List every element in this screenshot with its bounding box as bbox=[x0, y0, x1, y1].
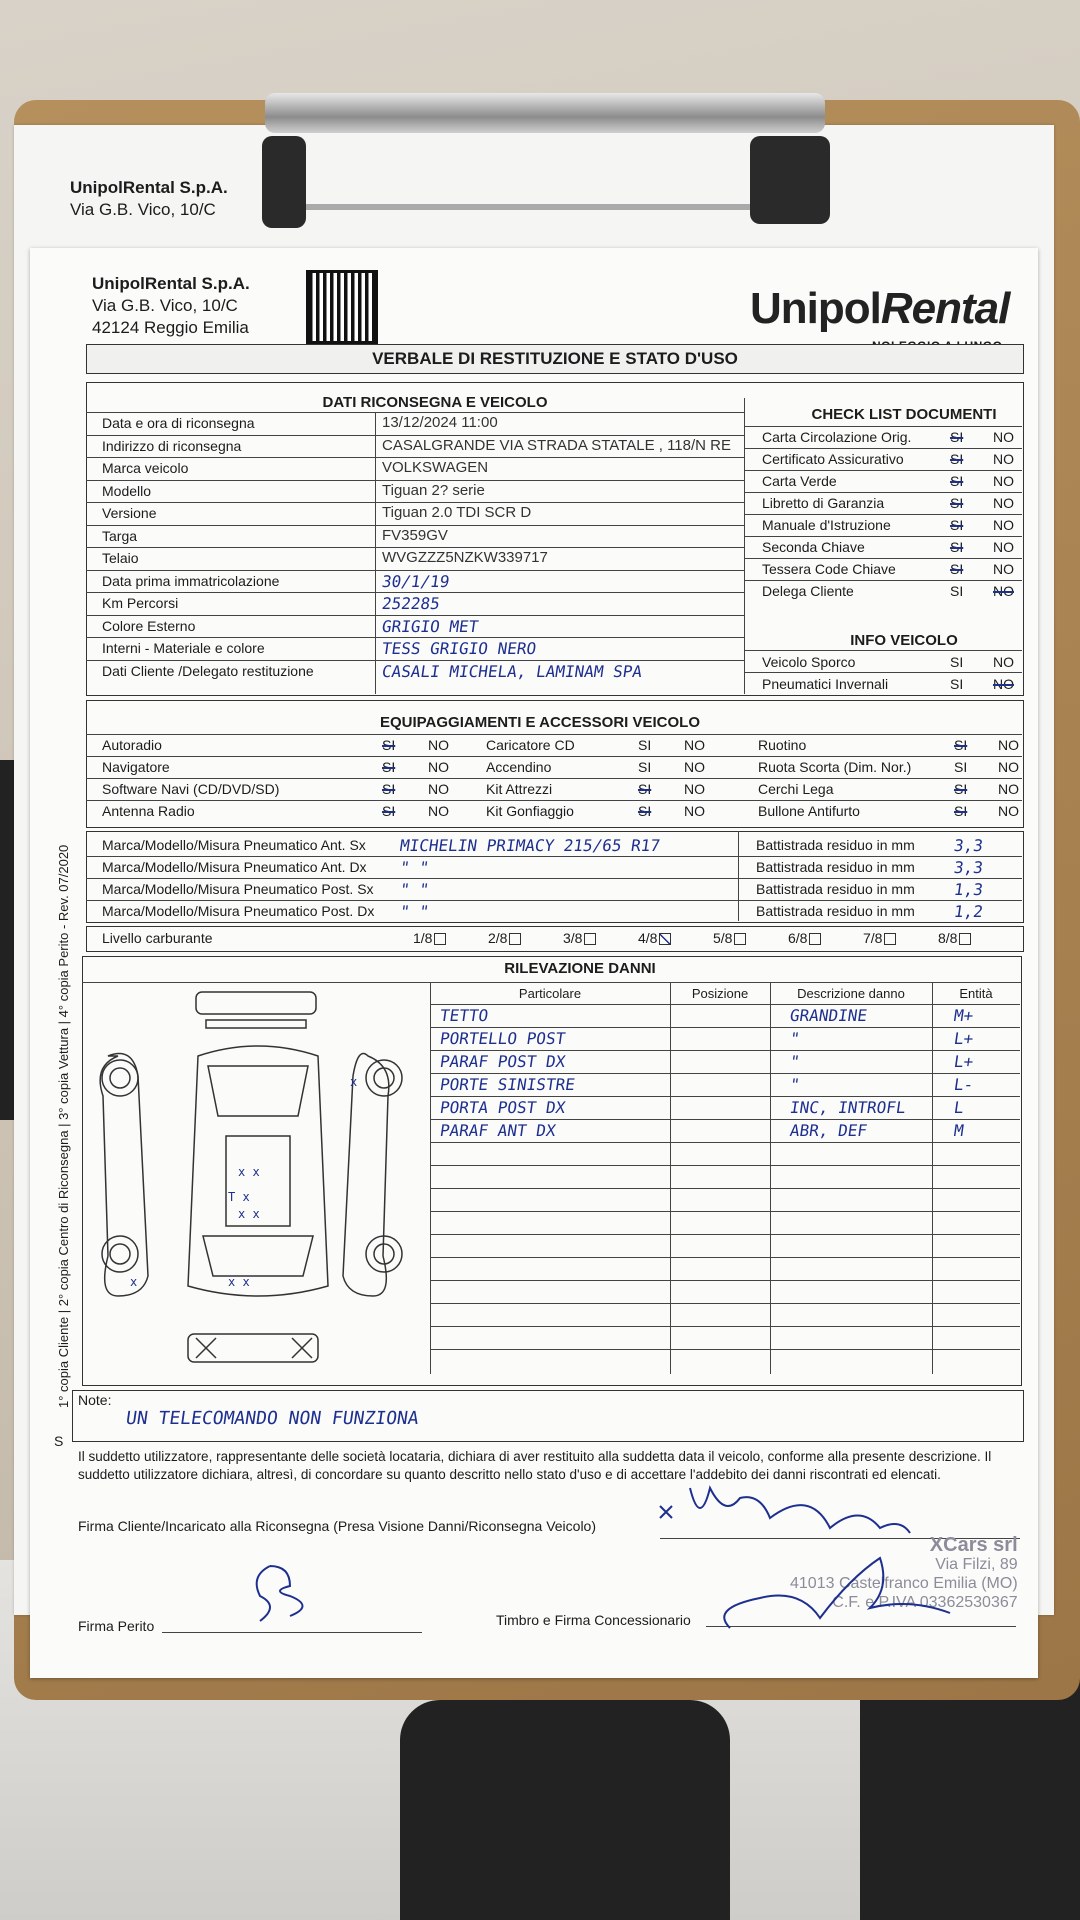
company-name: UnipolRental S.p.A. bbox=[92, 274, 250, 293]
danni-desc: INC, INTROFL bbox=[788, 1098, 907, 1117]
shadow-knee bbox=[400, 1700, 730, 1920]
dati-row-line bbox=[86, 615, 744, 616]
equip-si: SI bbox=[954, 781, 968, 797]
tyre-label: Marca/Modello/Misura Pneumatico Ant. Dx bbox=[102, 859, 367, 875]
clip-left-hinge bbox=[262, 136, 306, 228]
info-row-label: Pneumatici Invernali bbox=[762, 676, 889, 692]
tyre-divider bbox=[738, 831, 739, 921]
checklist-no: NO bbox=[993, 561, 1014, 577]
equip-item-label: Software Navi (CD/DVD/SD) bbox=[102, 781, 280, 797]
dati-header: DATI RICONSEGNA E VEICOLO bbox=[322, 394, 548, 411]
info-header: INFO VEICOLO bbox=[850, 632, 958, 649]
danni-header: RILEVAZIONE DANNI bbox=[504, 960, 656, 977]
tyre-label: Marca/Modello/Misura Pneumatico Post. Dx bbox=[102, 903, 375, 919]
danni-part: PORTELLO POST bbox=[438, 1029, 567, 1048]
dati-row-label: Telaio bbox=[102, 550, 139, 566]
dati-row-label: Dati Cliente /Delegato restituzione bbox=[102, 662, 314, 679]
danni-row-line bbox=[430, 1349, 1020, 1350]
tyre-value: " " bbox=[398, 902, 431, 921]
dati-row-line bbox=[86, 412, 744, 413]
fuel-level-option[interactable] bbox=[713, 930, 746, 946]
danni-entita: L+ bbox=[952, 1029, 975, 1048]
svg-text:x x: x x bbox=[238, 1207, 260, 1221]
diagram-divider bbox=[430, 982, 431, 1374]
equip-si: SI bbox=[382, 803, 396, 819]
equip-no: NO bbox=[428, 803, 449, 819]
equip-no: NO bbox=[998, 781, 1019, 797]
danni-col-header: Particolare bbox=[518, 986, 582, 1001]
equip-header: EQUIPAGGIAMENTI E ACCESSORI VEICOLO bbox=[379, 714, 701, 731]
danni-header-line bbox=[82, 982, 1022, 983]
danni-part: PORTE SINISTRE bbox=[438, 1075, 577, 1094]
dati-row-label: Versione bbox=[102, 505, 157, 521]
tyre-label: Marca/Modello/Misura Pneumatico Post. Sx bbox=[102, 881, 374, 897]
fuel-level-text: 3/8 bbox=[563, 930, 583, 946]
tread-value: 1,3 bbox=[952, 880, 985, 899]
checklist-no: NO bbox=[993, 495, 1014, 511]
danni-row-line bbox=[430, 1142, 1020, 1143]
dati-row-value: FV359GV bbox=[382, 526, 448, 544]
svg-text:x x: x x bbox=[228, 1275, 250, 1289]
tyre-row-line bbox=[86, 900, 1022, 901]
svg-text:x x: x x bbox=[238, 1165, 260, 1179]
danni-col-header: Descrizione danno bbox=[797, 986, 905, 1001]
danni-entita: M+ bbox=[952, 1006, 975, 1025]
equip-item-label: Ruotino bbox=[758, 737, 807, 753]
checklist-row-line bbox=[744, 580, 1022, 581]
fuel-checkbox[interactable] bbox=[734, 933, 746, 945]
fuel-level-text: 4/8 bbox=[638, 930, 658, 946]
checklist-si: SI bbox=[950, 451, 964, 467]
danni-col-divider bbox=[670, 982, 671, 1374]
equip-item-label: Navigatore bbox=[102, 759, 170, 775]
equip-item-label: Autoradio bbox=[102, 737, 162, 753]
fuel-level-option[interactable] bbox=[413, 930, 446, 946]
dati-row-line bbox=[86, 570, 744, 571]
equip-no: NO bbox=[684, 737, 705, 753]
equip-item-label: Kit Gonfiaggio bbox=[486, 803, 574, 819]
equip-si: SI bbox=[638, 803, 652, 819]
dati-row-label: Colore Esterno bbox=[102, 617, 196, 634]
equip-row-line bbox=[86, 778, 1022, 779]
fuel-level-option[interactable] bbox=[863, 930, 896, 946]
checklist-row-label: Seconda Chiave bbox=[762, 539, 865, 555]
danni-col-header: Posizione bbox=[691, 986, 749, 1001]
equip-item-label: Ruota Scorta (Dim. Nor.) bbox=[758, 759, 912, 775]
tread-label: Battistrada residuo in mm bbox=[756, 859, 915, 875]
danni-col-header: Entità bbox=[959, 986, 993, 1001]
equip-no: NO bbox=[998, 759, 1019, 775]
tread-value: 3,3 bbox=[952, 858, 985, 877]
fuel-checkbox[interactable] bbox=[959, 933, 971, 945]
equip-row-line bbox=[86, 756, 1022, 757]
dati-row-value: WVGZZZ5NZKW339717 bbox=[382, 549, 548, 566]
dati-row-line bbox=[86, 525, 744, 526]
danni-entita: L bbox=[952, 1098, 965, 1117]
fuel-level-option[interactable] bbox=[563, 930, 596, 946]
dati-row-value: 13/12/2024 11:00 bbox=[382, 414, 498, 431]
tread-value: 3,3 bbox=[952, 836, 985, 855]
checklist-header: CHECK LIST DOCUMENTI bbox=[811, 406, 997, 423]
danni-desc: ABR, DEF bbox=[788, 1121, 869, 1140]
dati-row-value: 252285 bbox=[380, 594, 442, 613]
front-sheet bbox=[30, 248, 1038, 1678]
equip-si: SI bbox=[954, 803, 968, 819]
stamp-addr: Via Filzi, 89 bbox=[935, 1556, 1018, 1573]
value-divider bbox=[375, 412, 376, 694]
fuel-level-option[interactable] bbox=[638, 930, 671, 946]
firma-perito-line bbox=[162, 1632, 422, 1633]
checklist-si: SI bbox=[950, 473, 964, 489]
equip-si: SI bbox=[638, 781, 652, 797]
timbro-label: Timbro e Firma Concessionario bbox=[496, 1612, 691, 1628]
equip-item-label: Bullone Antifurto bbox=[758, 803, 860, 819]
dealer-signature bbox=[710, 1548, 970, 1638]
checklist-no: NO bbox=[993, 583, 1014, 599]
dati-row-line bbox=[86, 660, 744, 661]
equip-si: SI bbox=[954, 737, 968, 753]
clip-bar bbox=[265, 93, 825, 133]
dati-row-value: VOLKSWAGEN bbox=[382, 459, 489, 476]
fuel-checkbox[interactable] bbox=[884, 933, 896, 945]
equip-row-line bbox=[86, 734, 1022, 735]
fuel-level-text: 2/8 bbox=[488, 930, 508, 946]
dati-row-line bbox=[86, 480, 744, 481]
tread-label: Battistrada residuo in mm bbox=[756, 837, 915, 853]
danni-desc: " bbox=[788, 1075, 801, 1094]
equip-item-label: Cerchi Lega bbox=[758, 781, 834, 797]
danni-part: TETTO bbox=[438, 1006, 490, 1025]
equip-item-label: Kit Attrezzi bbox=[486, 781, 553, 797]
checklist-row-line bbox=[744, 426, 1022, 427]
dati-row-line bbox=[86, 457, 744, 458]
danni-entita: L+ bbox=[952, 1052, 975, 1071]
danni-desc: " bbox=[788, 1029, 801, 1048]
fuel-level-text: 1/8 bbox=[413, 930, 433, 946]
dati-row-label: Interni - Materiale e colore bbox=[102, 640, 265, 656]
dati-row-label: Km Percorsi bbox=[102, 595, 179, 611]
equip-item-label: Antenna Radio bbox=[102, 803, 195, 819]
danni-row-line bbox=[430, 1027, 1020, 1028]
dati-row-line bbox=[86, 547, 744, 548]
dati-row-value: CASALI MICHELA, LAMINAM SPA bbox=[380, 661, 644, 681]
fuel-checkbox[interactable] bbox=[659, 933, 671, 945]
danni-row-line bbox=[430, 1234, 1020, 1235]
dati-row-value: 30/1/19 bbox=[380, 571, 451, 591]
checklist-row-label: Libretto di Garanzia bbox=[762, 495, 885, 511]
stamp-name: XCars srl bbox=[929, 1534, 1018, 1556]
checklist-row-label: Carta Circolazione Orig. bbox=[762, 429, 912, 445]
tyre-value: MICHELIN PRIMACY 215/65 R17 bbox=[398, 836, 662, 855]
fuel-checkbox[interactable] bbox=[509, 933, 521, 945]
info-no: NO bbox=[993, 654, 1014, 670]
danni-row-line bbox=[430, 1050, 1020, 1051]
checklist-row-label: Carta Verde bbox=[762, 473, 837, 489]
danni-row-line bbox=[430, 1165, 1020, 1166]
checklist-si: SI bbox=[950, 429, 964, 445]
dati-row-value: CASALGRANDE VIA STRADA STATALE , 118/N RE bbox=[382, 436, 731, 454]
qr-code bbox=[306, 270, 378, 344]
equip-si: SI bbox=[382, 737, 396, 753]
checklist-no: NO bbox=[993, 539, 1014, 555]
danni-entita: M bbox=[952, 1121, 965, 1140]
car-damage-diagram bbox=[88, 986, 426, 1378]
dati-row-line bbox=[86, 592, 744, 593]
checklist-no: NO bbox=[993, 517, 1014, 533]
client-signature bbox=[650, 1478, 950, 1538]
info-no: NO bbox=[993, 676, 1014, 692]
fuel-level-option[interactable] bbox=[488, 930, 521, 946]
info-row-line bbox=[744, 672, 1022, 673]
danni-col-divider bbox=[932, 982, 933, 1374]
danni-part: PORTA POST DX bbox=[438, 1098, 567, 1117]
dati-row-value: Tiguan 2? serie bbox=[382, 481, 485, 499]
checklist-row-label: Certificato Assicurativo bbox=[762, 451, 904, 467]
dati-row-line bbox=[86, 637, 744, 638]
stamp-city: 41013 Castelfranco Emilia (MO) bbox=[790, 1575, 1018, 1592]
dati-row-line bbox=[86, 502, 744, 503]
back-company-addr: Via G.B. Vico, 10/C bbox=[70, 200, 216, 219]
checklist-row-label: Manuale d'Istruzione bbox=[762, 517, 891, 533]
note-text: UN TELECOMANDO NON FUNZIONA bbox=[124, 1408, 421, 1429]
declaration-text: Il suddetto utilizzatore, rappresentante delle società locataria, dichiara di aver restituito alla suddetta data il veicolo, conforme alla presente descrizione. Il suddetto utilizzatore dichiara, altresì, di concordare su quanto descritto nello stato d'uso e di accettare l'addebito dei danni riscontrati ed elencati. bbox=[78, 1449, 992, 1482]
danni-row-line bbox=[430, 1211, 1020, 1212]
equip-si: SI bbox=[638, 759, 652, 775]
equip-no: NO bbox=[428, 737, 449, 753]
svg-text:x: x bbox=[130, 1275, 138, 1289]
note-label: Note: bbox=[78, 1392, 112, 1408]
checklist-row-line bbox=[744, 536, 1022, 537]
danni-col-divider bbox=[770, 982, 771, 1374]
info-si: SI bbox=[950, 654, 964, 670]
equip-no: NO bbox=[684, 803, 705, 819]
equip-item-label: Accendino bbox=[486, 759, 552, 775]
tyre-row-line bbox=[86, 856, 1022, 857]
tyre-value: " " bbox=[398, 858, 431, 877]
fuel-level-text: 7/8 bbox=[863, 930, 883, 946]
checklist-row-line bbox=[744, 448, 1022, 449]
brand-logo: UnipolRental bbox=[750, 284, 1010, 333]
tread-value: 1,2 bbox=[952, 902, 985, 921]
equip-item-label: Caricatore CD bbox=[486, 737, 575, 753]
fuel-level-option[interactable] bbox=[938, 930, 971, 946]
dati-row-label: Indirizzo di riconsegna bbox=[102, 437, 242, 454]
back-company-name: UnipolRental S.p.A. bbox=[70, 178, 228, 197]
dati-row-label: Data prima immatricolazione bbox=[102, 572, 280, 589]
side-copy-text: 1° copia Cliente | 2° copia Centro di Riconsegna | 3° copia Vettura | 4° copia Perito - Rev. 07/2020 bbox=[56, 844, 71, 1408]
checklist-row-label: Tessera Code Chiave bbox=[762, 561, 896, 577]
checklist-no: NO bbox=[993, 451, 1014, 467]
dati-row-label: Marca veicolo bbox=[102, 460, 189, 476]
dati-row-value: TESS GRIGIO NERO bbox=[380, 639, 538, 658]
fuel-level-text: 8/8 bbox=[938, 930, 958, 946]
tyre-label: Marca/Modello/Misura Pneumatico Ant. Sx bbox=[102, 837, 366, 853]
info-row-line bbox=[744, 650, 1022, 651]
checklist-no: NO bbox=[993, 473, 1014, 489]
danni-row-line bbox=[430, 1326, 1020, 1327]
info-row-label: Veicolo Sporco bbox=[762, 654, 856, 670]
danni-part: PARAF ANT DX bbox=[438, 1121, 557, 1140]
checklist-row-line bbox=[744, 470, 1022, 471]
checklist-row-label: Delega Cliente bbox=[762, 583, 854, 599]
equip-row-line bbox=[86, 800, 1022, 801]
dati-row-value: Tiguan 2.0 TDI SCR D bbox=[382, 504, 532, 521]
equip-no: NO bbox=[998, 737, 1019, 753]
equip-no: NO bbox=[684, 781, 705, 797]
company-addr2: 42124 Reggio Emilia bbox=[92, 318, 249, 337]
danni-desc: " bbox=[788, 1052, 801, 1071]
dati-row-label: Data e ora di riconsegna bbox=[102, 415, 255, 431]
danni-row-line bbox=[430, 1096, 1020, 1097]
fuel-level-option[interactable] bbox=[788, 930, 821, 946]
fuel-level-text: 5/8 bbox=[713, 930, 733, 946]
danni-part: PARAF POST DX bbox=[438, 1052, 567, 1071]
equip-no: NO bbox=[684, 759, 705, 775]
equip-no: NO bbox=[998, 803, 1019, 819]
danni-desc: GRANDINE bbox=[788, 1006, 869, 1025]
firma-cliente-label: Firma Cliente/Incaricato alla Riconsegna (Presa Visione Danni/Riconsegna Veicolo) bbox=[78, 1518, 597, 1534]
equip-si: SI bbox=[382, 781, 396, 797]
danni-row-line bbox=[430, 1073, 1020, 1074]
fuel-checkbox[interactable] bbox=[584, 933, 596, 945]
fuel-level-text: 6/8 bbox=[788, 930, 808, 946]
dati-row-label: Targa bbox=[102, 527, 138, 544]
equip-si: SI bbox=[954, 759, 968, 775]
checklist-no: NO bbox=[993, 429, 1014, 445]
title-box bbox=[86, 344, 1024, 374]
firma-perito-label: Firma Perito bbox=[78, 1618, 155, 1634]
checklist-row-line bbox=[744, 492, 1022, 493]
info-si: SI bbox=[950, 676, 964, 692]
svg-text:T x: T x bbox=[228, 1190, 250, 1204]
checklist-si: SI bbox=[950, 495, 964, 511]
equip-si: SI bbox=[382, 759, 396, 775]
danni-row-line bbox=[430, 1280, 1020, 1281]
dati-row-line bbox=[86, 435, 744, 436]
checklist-si: SI bbox=[950, 517, 964, 533]
fuel-label: Livello carburante bbox=[102, 930, 213, 946]
danni-row-line bbox=[430, 1257, 1020, 1258]
fuel-checkbox[interactable] bbox=[809, 933, 821, 945]
danni-row-line bbox=[430, 1188, 1020, 1189]
svg-text:x: x bbox=[350, 1075, 358, 1089]
checklist-row-line bbox=[744, 514, 1022, 515]
danni-entita: L- bbox=[952, 1075, 975, 1094]
danni-row-line bbox=[430, 1119, 1020, 1120]
checklist-si: SI bbox=[950, 583, 964, 599]
clip-wire bbox=[300, 204, 780, 210]
checklist-row-line bbox=[744, 558, 1022, 559]
company-addr1: Via G.B. Vico, 10/C bbox=[92, 296, 238, 315]
tread-label: Battistrada residuo in mm bbox=[756, 881, 915, 897]
dati-row-value: GRIGIO MET bbox=[380, 616, 480, 636]
fuel-checkbox[interactable] bbox=[434, 933, 446, 945]
equip-no: NO bbox=[428, 759, 449, 775]
doc-title: VERBALE DI RESTITUZIONE E STATO D'USO bbox=[372, 349, 738, 368]
tyre-value: " " bbox=[398, 880, 431, 899]
stamp-vat: C.F. e P.IVA 03362530367 bbox=[832, 1594, 1018, 1611]
side-mark: S bbox=[54, 1433, 64, 1449]
dati-row-label: Modello bbox=[102, 482, 152, 499]
tyre-row-line bbox=[86, 878, 1022, 879]
checklist-si: SI bbox=[950, 561, 964, 577]
equip-si: SI bbox=[638, 737, 652, 753]
clip-right-hinge bbox=[750, 136, 830, 224]
tread-label: Battistrada residuo in mm bbox=[756, 903, 915, 919]
perito-signature bbox=[240, 1558, 320, 1628]
danni-row-line bbox=[430, 1004, 1020, 1005]
equip-no: NO bbox=[428, 781, 449, 797]
checklist-si: SI bbox=[950, 539, 964, 555]
danni-row-line bbox=[430, 1303, 1020, 1304]
